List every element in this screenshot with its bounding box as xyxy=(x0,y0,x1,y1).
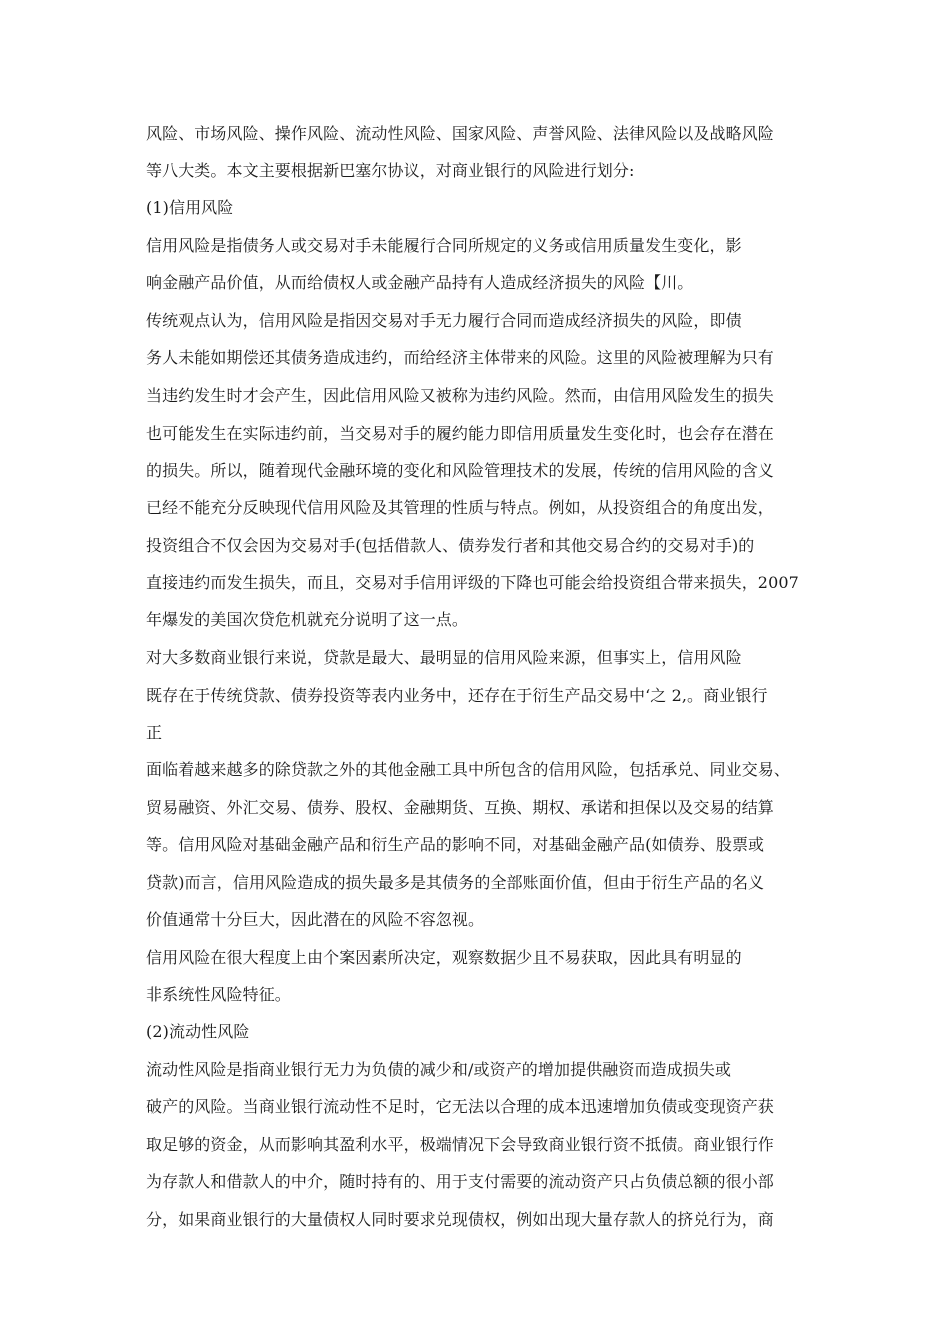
text-line: 传统观点认为，信用风险是指因交易对手无力履行合同而造成经济损失的风险，即债 xyxy=(146,311,742,330)
text-line: 既存在于传统贷款、债券投资等表内业务中，还存在于衍生产品交易中‘之 2,。商业银行 xyxy=(146,686,768,705)
text-line: 当违约发生时才会产生，因此信用风险又被称为违约风险。然而，由信用风险发生的损失 xyxy=(146,386,774,405)
text-line: 信用风险是指债务人或交易对手未能履行合同所规定的义务或信用质量发生变化，影 xyxy=(146,236,742,255)
text-line: 等八大类。本文主要根据新巴塞尔协议，对商业银行的风险进行划分: xyxy=(146,161,635,180)
text-line: 非系统性风险特征。 xyxy=(146,985,291,1004)
text-line: 信用风险在很大程度上由个案因素所决定，观察数据少且不易获取，因此具有明显的 xyxy=(146,948,742,967)
text-line: 响金融产品价值，从而给债权人或金融产品持有人造成经济损失的风险【川。 xyxy=(146,273,694,292)
text-line: 风险、市场风险、操作风险、流动性风险、国家风险、声誉风险、法律风险以及战略风险 xyxy=(146,124,774,143)
text-line: 贷款)而言，信用风险造成的损失最多是其债务的全部账面价值，但由于衍生产品的名义 xyxy=(146,873,765,892)
text-line: 投资组合不仅会因为交易对手(包括借款人、债券发行者和其他交易合约的交易对手)的 xyxy=(146,536,755,555)
text-line: 年爆发的美国次贷危机就充分说明了这一点。 xyxy=(146,610,469,629)
text-line: 破产的风险。当商业银行流动性不足时，它无法以合理的成本迅速增加负债或变现资产获 xyxy=(146,1097,774,1116)
text-line: 贸易融资、外汇交易、债券、股权、金融期货、互换、期权、承诺和担保以及交易的结算 xyxy=(146,798,774,817)
text-line: 分，如果商业银行的大量债权人同时要求兑现债权，例如出现大量存款人的挤兑行为，商 xyxy=(146,1210,774,1229)
text-line: 价值通常十分巨大，因此潜在的风险不容忽视。 xyxy=(146,910,485,929)
text-line: 的损失。所以，随着现代金融环境的变化和风险管理技术的发展，传统的信用风险的含义 xyxy=(146,461,774,480)
text-line: 为存款人和借款人的中介，随时持有的、用于支付需要的流动资产只占负债总额的很小部 xyxy=(146,1172,774,1191)
text-line: 务人未能如期偿还其债务造成违约，而给经济主体带来的风险。这里的风险被理解为只有 xyxy=(146,348,774,367)
text-line: 取足够的资金，从而影响其盈利水平，极端情况下会导致商业银行资不抵债。商业银行作 xyxy=(146,1135,774,1154)
text-line: 已经不能充分反映现代信用风险及其管理的性质与特点。例如，从投资组合的角度出发， xyxy=(146,498,774,517)
section-heading: (2)流动性风险 xyxy=(146,1022,250,1041)
text-line: 流动性风险是指商业银行无力为负债的减少和/或资产的增加提供融资而造成损失或 xyxy=(146,1060,732,1079)
text-line: 面临着越来越多的除贷款之外的其他金融工具中所包含的信用风险，包括承兑、同业交易、 xyxy=(146,760,791,779)
text-line: 直接违约而发生损失，而且，交易对手信用评级的下降也可能会给投资组合带来损失，2007 xyxy=(146,573,799,592)
text-line: 正 xyxy=(146,723,163,742)
section-heading: (1)信用风险 xyxy=(146,198,234,217)
text-line: 等。信用风险对基础金融产品和衍生产品的影响不同，对基础金融产品(如债券、股票或 xyxy=(146,835,765,854)
text-line: 也可能发生在实际违约前，当交易对手的履约能力即信用质量发生变化时，也会存在潜在 xyxy=(146,424,774,443)
text-line: 对大多数商业银行来说，贷款是最大、最明显的信用风险来源，但事实上，信用风险 xyxy=(146,648,742,667)
